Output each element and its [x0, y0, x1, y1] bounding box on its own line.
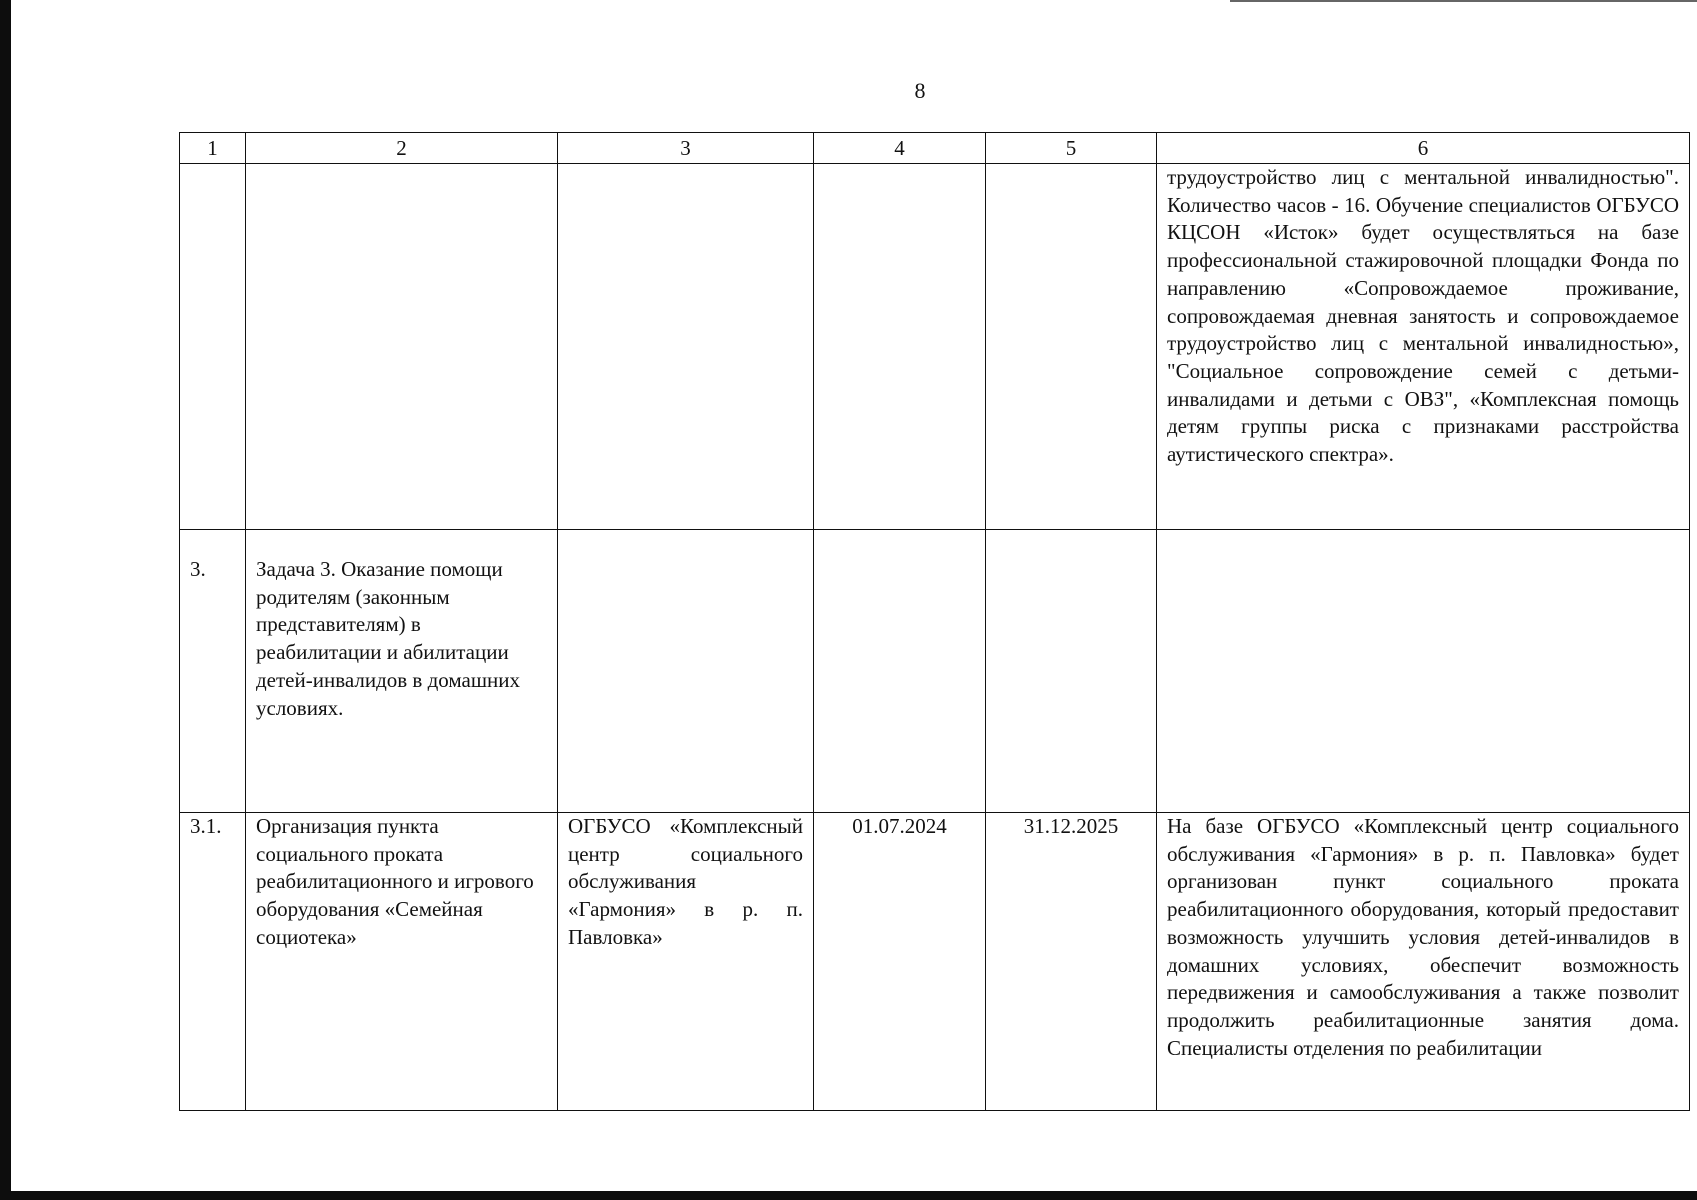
cell-number: 3. — [180, 530, 246, 813]
cell-activity: Организация пункта социального проката реабилитационного и игрового оборудования «Семейная социотека» — [246, 813, 558, 1111]
scan-border-bottom — [0, 1191, 1697, 1200]
cell-end-date: 31.12.2025 — [986, 813, 1157, 1111]
cell-executor: ОГБУСО «Комплексный центр социального обслуживания «Гармония» в р. п. Павловка» — [558, 813, 814, 1111]
column-number-2: 2 — [246, 133, 558, 164]
page-number: 8 — [914, 78, 926, 103]
table-row-continued — [180, 164, 1690, 530]
cell-end-date — [986, 164, 1157, 530]
cell-start-date — [814, 530, 986, 813]
plan-table — [179, 132, 1690, 1111]
column-number-6: 6 — [1157, 133, 1690, 164]
cell-description: трудоустройство лиц с ментальной инвалидностью". Количество часов - 16. Обучение специалистов ОГБУСО КЦСОН «Исток» будет осуществляться на базе профессиональной стажировочной площадки Фонда по направлению «Сопровождаемое проживание, сопровождаемая дневная занятость и сопровождаемое трудоустройство лиц с ментальной инвалидностью», "Социальное сопровождение семей с детьми-инвалидами и детьми с ОВЗ", «Комплексная помощь детям группы риска с признаками расстройства аутистического спектра». — [1157, 164, 1690, 530]
cell-executor — [558, 164, 814, 530]
column-number-header-row — [180, 133, 1690, 164]
cell-start-date — [814, 164, 986, 530]
scan-border-top — [1230, 0, 1697, 2]
cell-description: На базе ОГБУСО «Комплексный центр социального обслуживания «Гармония» в р. п. Павловка» будет организован пункт социального проката реабилитационного оборудования, который предоставит возможность улучшить условия детей-инвалидов в домашних условиях, обеспечит возможность передвижения и самообслуживания а также позволит продолжить реабилитационные занятия дома. Специалисты отделения по реабилитации — [1157, 813, 1690, 1111]
scan-border-left — [0, 0, 11, 1200]
cell-number — [180, 164, 246, 530]
column-number-1: 1 — [180, 133, 246, 164]
cell-task-title: Задача 3. Оказание помощи родителям (законным представителям) в реабилитации и абилитации детей-инвалидов в домашних условиях. — [246, 530, 558, 813]
cell-executor — [558, 530, 814, 813]
cell-start-date: 01.07.2024 — [814, 813, 986, 1111]
column-number-3: 3 — [558, 133, 814, 164]
cell-activity — [246, 164, 558, 530]
cell-description — [1157, 530, 1690, 813]
table-row-3-1 — [180, 813, 1690, 1111]
table-row-task-3 — [180, 530, 1690, 813]
cell-end-date — [986, 530, 1157, 813]
column-number-4: 4 — [814, 133, 986, 164]
cell-number: 3.1. — [180, 813, 246, 1111]
column-number-5: 5 — [986, 133, 1157, 164]
